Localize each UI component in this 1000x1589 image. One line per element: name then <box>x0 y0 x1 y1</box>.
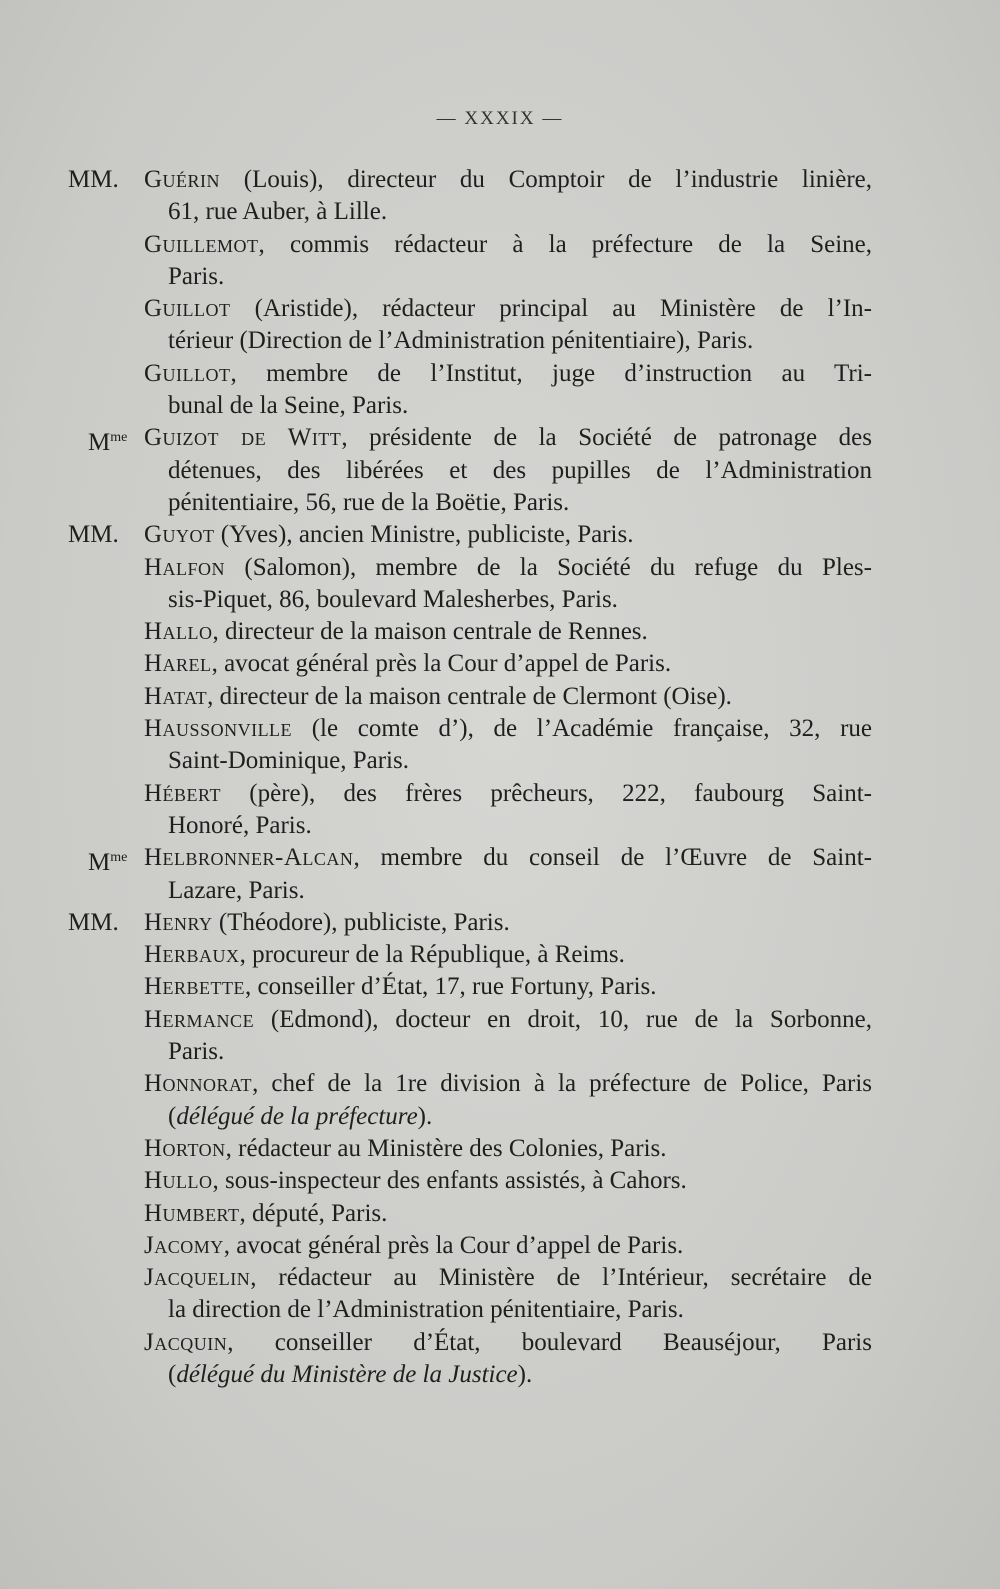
entry-line: (délégué de la préfecture). <box>168 1102 433 1130</box>
entry-line: Jacquelin, rédacteur au Ministère de l’Intérieur, secrétaire de <box>144 1264 872 1292</box>
entry-line: Hullo, sous-inspecteur des enfants assistés, à Cahors. <box>144 1167 687 1195</box>
member-entry <box>0 358 1000 423</box>
entry-line: Honoré, Paris. <box>168 811 312 839</box>
entry-line: Honnorat, chef de la 1re division à la préfecture de Police, Paris <box>144 1070 872 1098</box>
entry-line: pénitentiaire, 56, rue de la Boëtie, Paris. <box>168 488 570 516</box>
member-entry <box>0 1068 1000 1133</box>
member-list <box>0 164 1000 1391</box>
entry-line: Guizot de Witt, présidente de la Société de patronage des <box>144 424 872 452</box>
entry-line: Guillemot, commis rédacteur à la préfecture de la Seine, <box>144 230 872 258</box>
entry-line: Saint-Dominique, Paris. <box>168 747 409 775</box>
entry-prefix: $M^{me}$ <box>88 429 128 457</box>
member-entry <box>0 1004 1000 1069</box>
entry-line: Jacomy, avocat général près la Cour d’appel de Paris. <box>144 1231 684 1259</box>
member-entry <box>0 1198 1000 1230</box>
entry-prefix: $M^{me}$ <box>88 849 128 877</box>
entry-line: 61, rue Auber, à Lille. <box>168 198 388 226</box>
entry-line: sis-Piquet, 86, boulevard Malesherbes, Paris. <box>168 585 618 613</box>
member-name: Jacquelin <box>144 1264 251 1292</box>
entry-line: Guérin (Louis), directeur du Comptoir de l’industrie linière, <box>144 166 872 193</box>
entry-line: Herbaux, procureur de la République, à Reims. <box>144 941 625 969</box>
member-entry <box>0 681 1000 713</box>
member-name: Jacomy <box>144 1231 224 1259</box>
member-name: Herbaux <box>144 941 240 969</box>
entry-line: Horton, rédacteur au Ministère des Colonies, Paris. <box>144 1134 667 1162</box>
member-entry <box>0 519 1000 551</box>
member-name: Horton <box>144 1134 226 1162</box>
entry-line: Halfon (Salomon), membre de la Société du refuge du Ples- <box>144 553 872 581</box>
member-entry <box>0 552 1000 617</box>
entry-prefix: MM. <box>68 521 119 549</box>
page-number: — XXXIX — <box>436 108 564 129</box>
member-entry <box>0 648 1000 680</box>
entry-line: Hatat, directeur de la maison centrale de Clermont (Oise). <box>144 682 732 710</box>
member-entry <box>0 713 1000 778</box>
entry-line: Lazare, Paris. <box>168 876 305 904</box>
member-name: Guillot <box>144 295 231 323</box>
member-name: Hallo <box>144 618 213 646</box>
member-name: Guillemot <box>144 230 259 258</box>
member-name: Herbette <box>144 973 246 1001</box>
member-entry <box>0 422 1000 519</box>
entry-line: détenues, des libérées et des pupilles de l’Administration <box>168 456 872 484</box>
entry-line: Hermance (Edmond), docteur en droit, 10, rue de la Sorbonne, <box>144 1005 872 1033</box>
member-name: Guyot <box>144 521 215 549</box>
entry-line: Guillot, membre de l’Institut, juge d’instruction au Tri- <box>144 359 872 387</box>
member-entry <box>0 939 1000 971</box>
entry-line: Guyot (Yves), ancien Ministre, publiciste, Paris. <box>144 521 634 549</box>
member-entry <box>0 1327 1000 1392</box>
member-entry <box>0 842 1000 907</box>
member-name: Halfon <box>144 553 226 581</box>
italic-note: délégué du Ministère de la Justice <box>176 1360 518 1388</box>
member-name: Honnorat <box>144 1070 253 1098</box>
entry-line: Hallo, directeur de la maison centrale de Rennes. <box>144 618 648 646</box>
entry-line: Paris. <box>168 1038 225 1066</box>
entry-line: Hébert (père), des frères prêcheurs, 222, faubourg Saint- <box>144 779 872 807</box>
member-name: Harel <box>144 650 212 678</box>
italic-note: délégué de la préfecture <box>176 1102 418 1130</box>
member-entry <box>0 164 1000 229</box>
member-name: Guérin <box>144 166 221 193</box>
member-name: Humbert <box>144 1199 240 1227</box>
member-entry <box>0 907 1000 939</box>
member-name: Hullo <box>144 1167 213 1195</box>
entry-prefix: MM. <box>68 908 119 936</box>
member-entry <box>0 1133 1000 1165</box>
entry-line: Haussonville (le comte d’), de l’Académie française, 32, rue <box>144 715 872 743</box>
member-name: Hébert <box>144 779 221 807</box>
entry-line: Jacquin, conseiller d’État, boulevard Beauséjour, Paris <box>144 1328 872 1356</box>
member-name: Hatat <box>144 682 208 710</box>
member-entry <box>0 293 1000 358</box>
entry-line: bunal de la Seine, Paris. <box>168 392 409 420</box>
member-name: Hermance <box>144 1005 255 1033</box>
entry-line: Paris. <box>168 262 225 290</box>
entry-line: Henry (Théodore), publiciste, Paris. <box>144 908 510 936</box>
member-entry <box>0 971 1000 1003</box>
member-name: Helbronner-Alcan <box>144 844 354 872</box>
entry-prefix: MM. <box>68 166 119 193</box>
entry-line: Harel, avocat général près la Cour d’appel de Paris. <box>144 650 672 678</box>
entry-line: (délégué du Ministère de la Justice). <box>168 1360 533 1388</box>
member-name: Guizot de Witt <box>144 424 342 452</box>
entry-line: la direction de l’Administration pénitentiaire, Paris. <box>168 1296 684 1324</box>
entry-line: térieur (Direction de l’Administration pénitentiaire), Paris. <box>168 327 754 355</box>
member-name: Haussonville <box>144 715 293 743</box>
member-name: Guillot <box>144 359 231 387</box>
member-name: Jacquin <box>144 1328 228 1356</box>
entry-line: Guillot (Aristide), rédacteur principal au Ministère de l’In- <box>144 295 872 323</box>
member-entry <box>0 1262 1000 1327</box>
member-entry <box>0 229 1000 294</box>
member-entry <box>0 616 1000 648</box>
entry-line: Helbronner-Alcan, membre du conseil de l’Œuvre de Saint- <box>144 844 872 872</box>
member-entry <box>0 1230 1000 1262</box>
entry-line: Humbert, député, Paris. <box>144 1199 388 1227</box>
member-name: Henry <box>144 908 213 936</box>
member-entry <box>0 778 1000 843</box>
entry-line: Herbette, conseiller d’État, 17, rue Fortuny, Paris. <box>144 973 657 1001</box>
member-entry <box>0 1165 1000 1197</box>
